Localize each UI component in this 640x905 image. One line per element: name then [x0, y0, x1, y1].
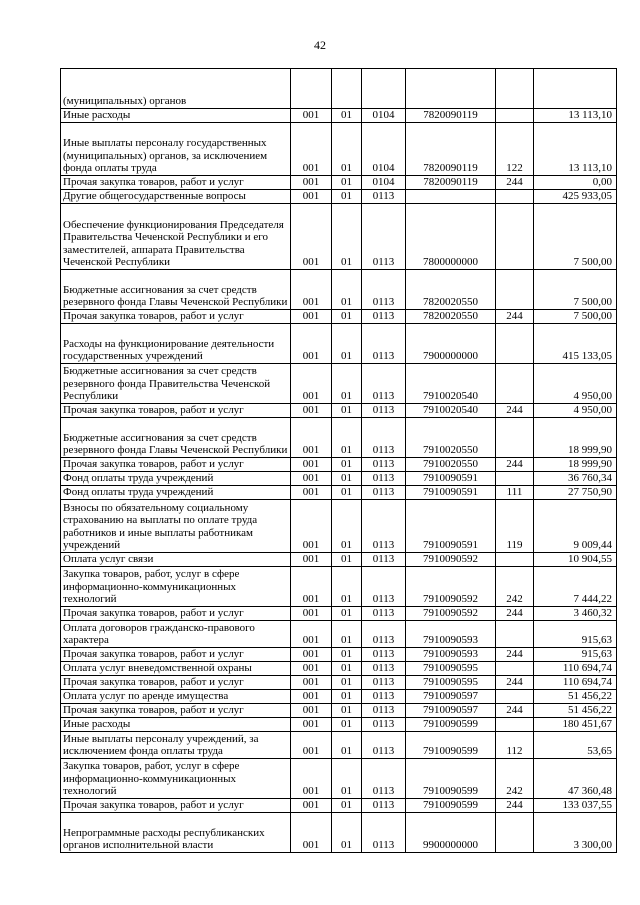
- table-row: [61, 662, 617, 676]
- row-amount: 415 133,05: [534, 324, 617, 364]
- row-section-code: 01: [332, 486, 362, 500]
- row-subsection-code: 0113: [362, 621, 406, 648]
- table-row: [61, 486, 617, 500]
- table-row: [61, 607, 617, 621]
- row-target-article-code: 7800000000: [406, 204, 496, 270]
- table-row: [61, 648, 617, 662]
- row-amount: 9 009,44: [534, 500, 617, 553]
- row-subsection-code: 0113: [362, 704, 406, 718]
- row-ved-code: 001: [291, 759, 332, 799]
- row-subsection-code: 0113: [362, 190, 406, 204]
- row-section-code: 01: [332, 732, 362, 759]
- row-amount: 3 300,00: [534, 813, 617, 853]
- row-expense-type-code: 244: [496, 704, 534, 718]
- row-name: Прочая закупка товаров, работ и услуг: [61, 404, 291, 418]
- row-subsection-code: 0113: [362, 813, 406, 853]
- table-row: [61, 123, 617, 176]
- row-target-article-code: 7910090593: [406, 621, 496, 648]
- row-ved-code: 001: [291, 310, 332, 324]
- budget-table: [60, 68, 617, 853]
- row-ved-code: 001: [291, 458, 332, 472]
- table-row: [61, 621, 617, 648]
- row-amount: 13 113,10: [534, 109, 617, 123]
- row-target-article-code: 7910090592: [406, 607, 496, 621]
- row-amount: 51 456,22: [534, 690, 617, 704]
- row-amount: 7 444,22: [534, 567, 617, 607]
- row-ved-code: 001: [291, 404, 332, 418]
- row-ved-code: 001: [291, 486, 332, 500]
- row-amount: 47 360,48: [534, 759, 617, 799]
- row-name: Закупка товаров, работ, услуг в сфере информационно-коммуникационных технологий: [61, 567, 291, 607]
- row-section-code: 01: [332, 704, 362, 718]
- row-expense-type-code: [496, 270, 534, 310]
- row-expense-type-code: [496, 324, 534, 364]
- row-section-code: 01: [332, 553, 362, 567]
- row-subsection-code: 0113: [362, 324, 406, 364]
- table-row: [61, 176, 617, 190]
- row-target-article-code: 7910090599: [406, 759, 496, 799]
- table-row: [61, 109, 617, 123]
- row-ved-code: 001: [291, 109, 332, 123]
- row-name: (муниципальных) органов: [61, 69, 291, 109]
- row-section-code: 01: [332, 204, 362, 270]
- row-target-article-code: 7910090595: [406, 662, 496, 676]
- row-name: Непрограммные расходы республиканских органов исполнительной власти: [61, 813, 291, 853]
- row-target-article-code: 7910090591: [406, 500, 496, 553]
- row-target-article-code: 7910090591: [406, 486, 496, 500]
- table-row: [61, 759, 617, 799]
- row-section-code: 01: [332, 472, 362, 486]
- row-expense-type-code: [496, 418, 534, 458]
- row-section-code: 01: [332, 310, 362, 324]
- row-section-code: 01: [332, 759, 362, 799]
- row-subsection-code: 0104: [362, 123, 406, 176]
- row-amount: 7 500,00: [534, 310, 617, 324]
- row-name: Фонд оплаты труда учреждений: [61, 472, 291, 486]
- row-amount: 425 933,05: [534, 190, 617, 204]
- table-row: [61, 732, 617, 759]
- row-section-code: 01: [332, 190, 362, 204]
- row-ved-code: 001: [291, 472, 332, 486]
- row-expense-type-code: 244: [496, 310, 534, 324]
- row-amount: 53,65: [534, 732, 617, 759]
- table-row: [61, 364, 617, 404]
- row-name: Обеспечение функционирования Председателя Правительства Чеченской Республики и его заместителей, аппарата Правительства Чеченской Республики: [61, 204, 291, 270]
- row-subsection-code: 0113: [362, 500, 406, 553]
- table-row: [61, 690, 617, 704]
- row-subsection-code: 0113: [362, 458, 406, 472]
- row-section-code: 01: [332, 621, 362, 648]
- row-ved-code: 001: [291, 324, 332, 364]
- row-ved-code: 001: [291, 813, 332, 853]
- row-expense-type-code: [496, 472, 534, 486]
- row-name: Прочая закупка товаров, работ и услуг: [61, 607, 291, 621]
- row-subsection-code: 0113: [362, 486, 406, 500]
- row-section-code: 01: [332, 607, 362, 621]
- row-section-code: 01: [332, 109, 362, 123]
- row-target-article-code: [406, 69, 496, 109]
- row-name: Прочая закупка товаров, работ и услуг: [61, 648, 291, 662]
- row-section-code: 01: [332, 123, 362, 176]
- row-name: Оплата услуг связи: [61, 553, 291, 567]
- row-expense-type-code: [496, 621, 534, 648]
- row-target-article-code: 7910090597: [406, 704, 496, 718]
- row-ved-code: 001: [291, 704, 332, 718]
- row-amount: 3 460,32: [534, 607, 617, 621]
- row-subsection-code: 0113: [362, 648, 406, 662]
- row-target-article-code: 7910020540: [406, 404, 496, 418]
- row-expense-type-code: [496, 718, 534, 732]
- row-amount: 7 500,00: [534, 204, 617, 270]
- row-amount: 7 500,00: [534, 270, 617, 310]
- row-name: Прочая закупка товаров, работ и услуг: [61, 676, 291, 690]
- row-expense-type-code: 244: [496, 607, 534, 621]
- row-target-article-code: 7910090599: [406, 732, 496, 759]
- row-expense-type-code: [496, 364, 534, 404]
- row-expense-type-code: 112: [496, 732, 534, 759]
- row-name: Иные расходы: [61, 109, 291, 123]
- table-row: [61, 418, 617, 458]
- row-ved-code: 001: [291, 662, 332, 676]
- row-target-article-code: 7910090599: [406, 799, 496, 813]
- table-row: [61, 676, 617, 690]
- row-name: Фонд оплаты труда учреждений: [61, 486, 291, 500]
- table-row: [61, 799, 617, 813]
- table-row: [61, 718, 617, 732]
- row-section-code: 01: [332, 324, 362, 364]
- row-subsection-code: 0113: [362, 607, 406, 621]
- table-row: [61, 813, 617, 853]
- row-expense-type-code: [496, 553, 534, 567]
- row-target-article-code: 9900000000: [406, 813, 496, 853]
- row-target-article-code: 7910090592: [406, 553, 496, 567]
- row-amount: 133 037,55: [534, 799, 617, 813]
- row-expense-type-code: 244: [496, 799, 534, 813]
- row-subsection-code: 0113: [362, 418, 406, 458]
- row-name: Другие общегосударственные вопросы: [61, 190, 291, 204]
- row-section-code: 01: [332, 648, 362, 662]
- row-target-article-code: 7910020550: [406, 418, 496, 458]
- row-section-code: 01: [332, 458, 362, 472]
- row-ved-code: 001: [291, 418, 332, 458]
- row-section-code: 01: [332, 718, 362, 732]
- row-ved-code: 001: [291, 123, 332, 176]
- row-target-article-code: 7820090119: [406, 123, 496, 176]
- row-subsection-code: 0113: [362, 404, 406, 418]
- row-name: Иные расходы: [61, 718, 291, 732]
- row-expense-type-code: 122: [496, 123, 534, 176]
- row-amount: 36 760,34: [534, 472, 617, 486]
- row-subsection-code: 0113: [362, 472, 406, 486]
- row-ved-code: 001: [291, 567, 332, 607]
- row-name: Иные выплаты персоналу государственных (муниципальных) органов, за исключением фонда оплаты труда: [61, 123, 291, 176]
- row-section-code: 01: [332, 500, 362, 553]
- row-ved-code: 001: [291, 204, 332, 270]
- table-row: [61, 704, 617, 718]
- row-expense-type-code: [496, 204, 534, 270]
- row-subsection-code: 0113: [362, 567, 406, 607]
- row-ved-code: 001: [291, 607, 332, 621]
- row-target-article-code: 7910090599: [406, 718, 496, 732]
- row-amount: 4 950,00: [534, 364, 617, 404]
- row-subsection-code: 0104: [362, 176, 406, 190]
- row-ved-code: 001: [291, 690, 332, 704]
- row-amount: 18 999,90: [534, 458, 617, 472]
- row-target-article-code: 7820090119: [406, 176, 496, 190]
- row-target-article-code: 7910090591: [406, 472, 496, 486]
- row-ved-code: 001: [291, 676, 332, 690]
- row-target-article-code: 7910020550: [406, 458, 496, 472]
- row-name: Бюджетные ассигнования за счет средств резервного фонда Главы Чеченской Республики: [61, 418, 291, 458]
- row-subsection-code: 0113: [362, 718, 406, 732]
- row-subsection-code: 0113: [362, 310, 406, 324]
- row-subsection-code: 0113: [362, 364, 406, 404]
- row-subsection-code: 0113: [362, 204, 406, 270]
- row-subsection-code: 0113: [362, 759, 406, 799]
- row-target-article-code: 7910090597: [406, 690, 496, 704]
- row-section-code: 01: [332, 404, 362, 418]
- row-subsection-code: 0113: [362, 553, 406, 567]
- row-section-code: 01: [332, 799, 362, 813]
- row-subsection-code: 0113: [362, 270, 406, 310]
- row-expense-type-code: [496, 69, 534, 109]
- row-expense-type-code: [496, 662, 534, 676]
- table-row: [61, 567, 617, 607]
- row-section-code: 01: [332, 567, 362, 607]
- row-ved-code: 001: [291, 621, 332, 648]
- row-subsection-code: 0104: [362, 109, 406, 123]
- row-ved-code: 001: [291, 364, 332, 404]
- row-name: Бюджетные ассигнования за счет средств резервного фонда Главы Чеченской Республики: [61, 270, 291, 310]
- row-amount: 18 999,90: [534, 418, 617, 458]
- table-row: [61, 553, 617, 567]
- row-ved-code: 001: [291, 732, 332, 759]
- row-ved-code: 001: [291, 270, 332, 310]
- row-section-code: 01: [332, 662, 362, 676]
- row-name: Прочая закупка товаров, работ и услуг: [61, 799, 291, 813]
- row-ved-code: 001: [291, 553, 332, 567]
- row-amount: 915,63: [534, 648, 617, 662]
- row-target-article-code: 7910020540: [406, 364, 496, 404]
- table-row: [61, 472, 617, 486]
- row-amount: 13 113,10: [534, 123, 617, 176]
- row-name: Иные выплаты персоналу учреждений, за исключением фонда оплаты труда: [61, 732, 291, 759]
- row-name: Прочая закупка товаров, работ и услуг: [61, 704, 291, 718]
- row-name: Прочая закупка товаров, работ и услуг: [61, 458, 291, 472]
- row-target-article-code: 7820020550: [406, 310, 496, 324]
- table-row: [61, 69, 617, 109]
- row-subsection-code: 0113: [362, 732, 406, 759]
- row-amount: 51 456,22: [534, 704, 617, 718]
- row-expense-type-code: 242: [496, 567, 534, 607]
- row-ved-code: 001: [291, 500, 332, 553]
- row-ved-code: 001: [291, 718, 332, 732]
- row-expense-type-code: 242: [496, 759, 534, 799]
- row-target-article-code: [406, 190, 496, 204]
- row-amount: 0,00: [534, 176, 617, 190]
- row-expense-type-code: 244: [496, 458, 534, 472]
- row-section-code: 01: [332, 176, 362, 190]
- row-ved-code: [291, 69, 332, 109]
- row-section-code: 01: [332, 270, 362, 310]
- budget-table-body: [61, 69, 617, 853]
- row-subsection-code: 0113: [362, 799, 406, 813]
- row-amount: 4 950,00: [534, 404, 617, 418]
- row-section-code: [332, 69, 362, 109]
- row-ved-code: 001: [291, 648, 332, 662]
- table-row: [61, 324, 617, 364]
- row-name: Оплата услуг по аренде имущества: [61, 690, 291, 704]
- row-section-code: 01: [332, 418, 362, 458]
- row-expense-type-code: 244: [496, 404, 534, 418]
- row-name: Прочая закупка товаров, работ и услуг: [61, 176, 291, 190]
- row-amount: [534, 69, 617, 109]
- row-expense-type-code: 111: [496, 486, 534, 500]
- table-row: [61, 458, 617, 472]
- row-section-code: 01: [332, 813, 362, 853]
- row-expense-type-code: [496, 109, 534, 123]
- row-name: Прочая закупка товаров, работ и услуг: [61, 310, 291, 324]
- row-expense-type-code: 244: [496, 176, 534, 190]
- row-ved-code: 001: [291, 176, 332, 190]
- row-ved-code: 001: [291, 190, 332, 204]
- row-name: Оплата договоров гражданско-правового характера: [61, 621, 291, 648]
- row-target-article-code: 7820020550: [406, 270, 496, 310]
- row-ved-code: 001: [291, 799, 332, 813]
- row-expense-type-code: 119: [496, 500, 534, 553]
- row-expense-type-code: [496, 690, 534, 704]
- row-target-article-code: 7910090592: [406, 567, 496, 607]
- row-expense-type-code: 244: [496, 676, 534, 690]
- table-row: [61, 270, 617, 310]
- row-name: Взносы по обязательному социальному страхованию на выплаты по оплате труда работников и иные выплаты работникам учреждений: [61, 500, 291, 553]
- row-target-article-code: 7820090119: [406, 109, 496, 123]
- page-number: 42: [314, 38, 326, 52]
- row-amount: 180 451,67: [534, 718, 617, 732]
- row-expense-type-code: 244: [496, 648, 534, 662]
- row-amount: 110 694,74: [534, 676, 617, 690]
- row-expense-type-code: [496, 190, 534, 204]
- row-amount: 915,63: [534, 621, 617, 648]
- row-target-article-code: 7900000000: [406, 324, 496, 364]
- row-name: Закупка товаров, работ, услуг в сфере информационно-коммуникационных технологий: [61, 759, 291, 799]
- table-row: [61, 500, 617, 553]
- row-amount: 110 694,74: [534, 662, 617, 676]
- row-name: Бюджетные ассигнования за счет средств резервного фонда Правительства Чеченской Республики: [61, 364, 291, 404]
- row-subsection-code: 0113: [362, 662, 406, 676]
- table-row: [61, 190, 617, 204]
- table-row: [61, 204, 617, 270]
- row-subsection-code: [362, 69, 406, 109]
- row-section-code: 01: [332, 676, 362, 690]
- row-amount: 27 750,90: [534, 486, 617, 500]
- table-row: [61, 310, 617, 324]
- row-subsection-code: 0113: [362, 690, 406, 704]
- row-subsection-code: 0113: [362, 676, 406, 690]
- row-expense-type-code: [496, 813, 534, 853]
- row-target-article-code: 7910090595: [406, 676, 496, 690]
- table-row: [61, 404, 617, 418]
- row-section-code: 01: [332, 364, 362, 404]
- row-name: Расходы на функционирование деятельности государственных учреждений: [61, 324, 291, 364]
- row-name: Оплата услуг вневедомственной охраны: [61, 662, 291, 676]
- row-amount: 10 904,55: [534, 553, 617, 567]
- row-target-article-code: 7910090593: [406, 648, 496, 662]
- row-section-code: 01: [332, 690, 362, 704]
